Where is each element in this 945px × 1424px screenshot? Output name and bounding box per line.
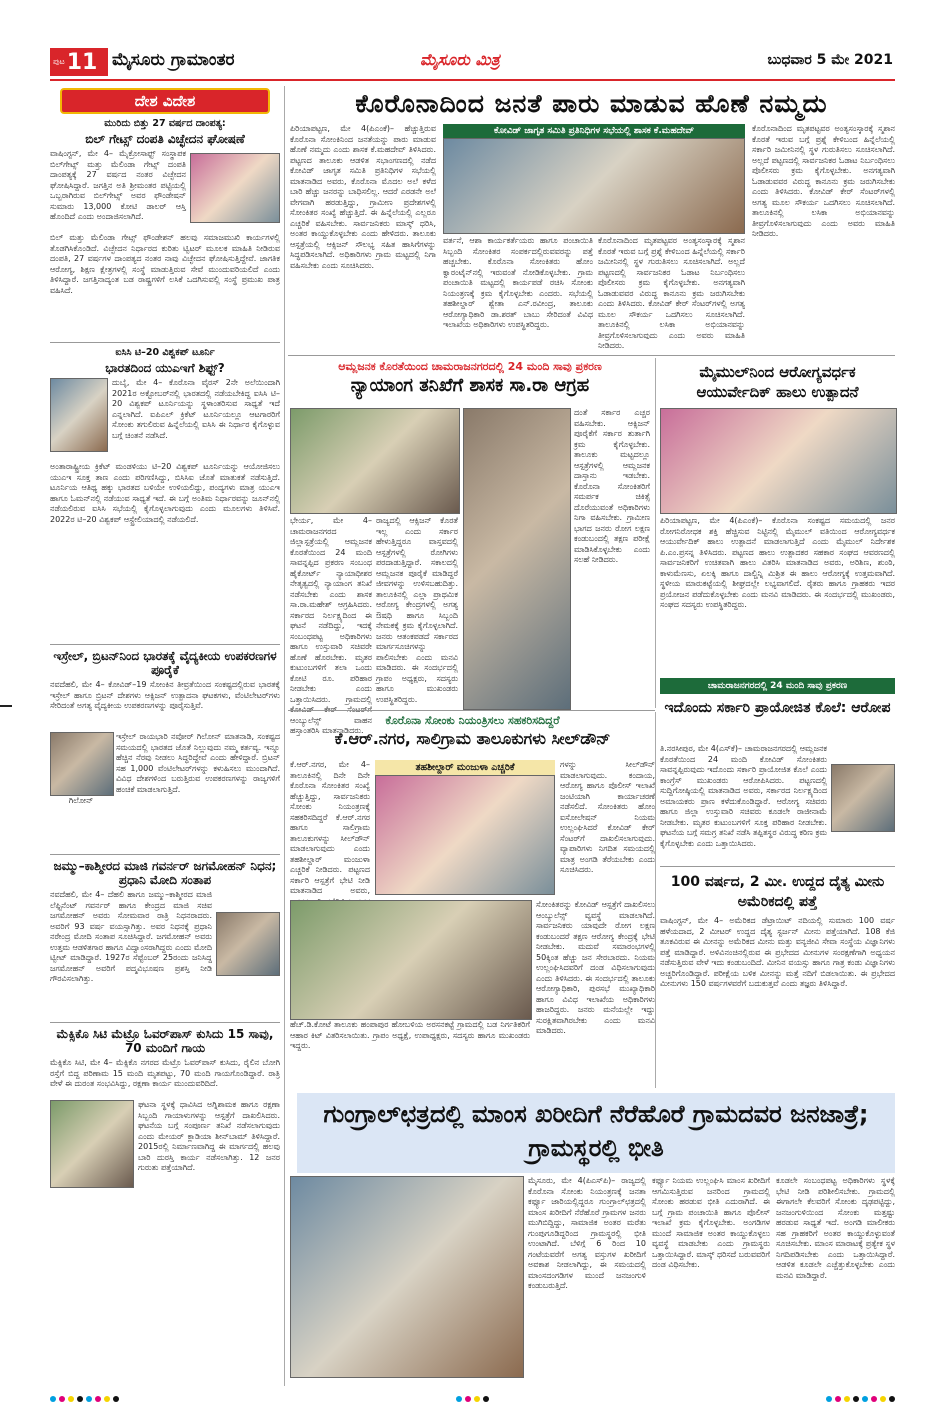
lead-body-col2: ವರ್ತನೆ, ಆಶಾ ಕಾರ್ಯಕರ್ತೆಯರು ಹಾಗೂ ಪಂಚಾಯಿತಿ ಸಿಬ್ಬಂದಿ ಸೋಂಕಿತರ ಸಂಪರ್ಕದಲ್ಲಿರುವವರನ್ನು ಪತ್ತೆ ಹಚ್ಚಬೇಕು. ಕೊರೊನಾ ಸೋಂಕಿತರು ಹೋಂ ಕ್ವಾರಂಟೈನ್‌ನಲ್ಲಿ ಇರುವಂತೆ ನೋಡಿಕೊಳ್ಳಬೇಕು. ಗ್ರಾಮ ಪಂಚಾಯಿತಿ ಮಟ್ಟದಲ್ಲಿ ಕಾರ್ಯಪಡೆ ರಚಿಸಿ ಸೋಂಕು ನಿಯಂತ್ರಣಕ್ಕೆ ಕ್ರಮ ಕೈಗೊಳ್ಳಬೇಕು ಎಂದರು. ಸಭೆಯಲ್ಲಿ ತಹಶೀಲ್ದಾರ್ ಶ್ವೇತಾ ಎನ್.ರವೀಂದ್ರ, ತಾಲೂಕು ಆರೋಗ್ಯಾಧಿಕಾರಿ ಡಾ.ಶರತ್ ಬಾಬು ಸೇರಿದಂತೆ ವಿವಿಧ ಇಲಾಖೆಯ ಅಧಿಕಾರಿಗಳು ಉಪಸ್ಥಿತರಿದ್ದರು. — [443, 236, 593, 329]
story-body: ದುಬೈ, ಮೇ 4– ಕೊರೊನಾ ವೈರಸ್ 2ನೇ ಅಲೆಯಿಂದಾಗಿ 2021ರ ಅಕ್ಟೋಬರ್‌ನಲ್ಲಿ ಭಾರತದಲ್ಲಿ ನಡೆಯಬೇಕಿದ್ದ ಐಸಿಸಿ ಟಿ–20 ವಿಶ್ವಕಪ್ ಟೂರ್ನಿಯನ್ನು ಸ್ಥಳಾಂತರಿಸುವ ಸಾಧ್ಯತೆ ಇದೆ ಎನ್ನಲಾಗಿದೆ. ಐಪಿಎಲ್ ಕ್ರಿಕೆಟ್ ಟೂರ್ನಿಯಲ್ಲೂ ಆಟಗಾರರಿಗೆ ಸೋಂಕು ತಗುಲಿರುವ ಹಿನ್ನೆಲೆಯಲ್ಲಿ ಐಸಿಸಿ ಈ ನಿರ್ಧಾರ ಕೈಗೊಳ್ಳುವ ಬಗ್ಗೆ ಚಿಂತನೆ ನಡೆಸಿದೆ. — [112, 378, 280, 440]
divider — [660, 866, 895, 867]
story-headline: ಬಿಲ್ ಗೇಟ್ಸ್ ದಂಪತಿ ವಿಚ್ಛೇದನ ಘೋಷಣೆ — [85, 132, 245, 146]
divider — [288, 355, 895, 356]
page-header — [0, 0, 945, 86]
meeting-photo — [443, 138, 745, 234]
story-subkicker: ತಹಶೀಲ್ದಾರ್ ಮಂಜುಳಾ ಎಚ್ಚರಿಕೆ — [375, 760, 555, 775]
ox-side-photo — [463, 408, 571, 710]
leader-photo — [831, 764, 895, 832]
divider — [288, 710, 655, 711]
ox-body-col1: ಭೇರ್ಯ, ಮೇ 4– ಚಾಮರಾಜನಗರದ ಜಿಲ್ಲಾಸ್ಪತ್ರೆಯಲ್ಲಿ ಆಮ್ಲಜನಕ ಕೊರತೆಯಿಂದ 24 ಮಂದಿ ಸಾವನ್ನಪ್ಪಿದ ಪ್ರಕರಣ ಸಂಬಂಧ ಹೈಕೋರ್ಟ್ ನ್ಯಾಯಾಧೀಶರ ನೇತೃತ್ವದಲ್ಲಿ ನ್ಯಾಯಾಂಗ ತನಿಖೆ ನಡೆಸಬೇಕು ಎಂದು ಶಾಸಕ ಸಾ.ರಾ.ಮಹೇಶ್ ಆಗ್ರಹಿಸಿದರು. ಸರ್ಕಾರದ ನಿರ್ಲಕ್ಷ್ಯದಿಂದ ಈ ಘಟನೆ ನಡೆದಿದ್ದು, ಇದಕ್ಕೆ ಸಂಬಂಧಪಟ್ಟ ಅಧಿಕಾರಿಗಳು ಹಾಗೂ ಉಸ್ತುವಾರಿ ಸಚಿವರೇ ಹೊಣೆ ಹೊರಬೇಕು. ಮೃತರ ಕುಟುಂಬಗಳಿಗೆ ತಲಾ ಒಂದು ಕೋಟಿ ರೂ. ಪರಿಹಾರ ನೀಡಬೇಕು ಎಂದು ಒತ್ತಾಯಿಸಿದರು. ಗ್ರಾಮದಲ್ಲಿ ಆಂಬ್ಯುಲೆನ್ಸ್ ವಾಹನ ಹಸ್ತಾಂತರಿಸಿ ಮಾತನಾಡಿದರು. — [290, 516, 372, 735]
divider — [50, 644, 280, 645]
story-headline: ಕೆ.ಆರ್.ನಗರ, ಸಾಲಿಗ್ರಾಮ ತಾಲೂಕುಗಳು ಸೀಲ್‌ಡೌನ್ — [334, 729, 611, 748]
story-kicker: ಚಾಮರಾಜನಗರದಲ್ಲಿ 24 ಮಂದಿ ಸಾವು ಪ್ರಕರಣ — [660, 678, 895, 694]
page-number: 11 — [66, 49, 98, 75]
story-headline: ಇದೊಂದು ಸರ್ಕಾರಿ ಪ್ರಾಯೋಜಿತ ಕೊಲೆ: ಆರೋಪ — [664, 700, 891, 716]
food-kit-photo — [290, 900, 532, 1020]
header-rule — [50, 79, 895, 81]
seal-body-col1: ಕೆ.ಆರ್.ನಗರ, ಮೇ 4– ತಾಲೂಕಿನಲ್ಲಿ ದಿನೇ ದಿನೇ ಕೊರೊನಾ ಸೋಂಕಿತರ ಸಂಖ್ಯೆ ಹೆಚ್ಚುತ್ತಿದ್ದು, ಸಾರ್ವಜನಿಕರು ಸೋಂಕು ನಿಯಂತ್ರಣಕ್ಕೆ ಸಹಕರಿಸದಿದ್ದರೆ ಕೆ.ಆರ್.ನಗರ ಹಾಗೂ ಸಾಲಿಗ್ರಾಮ ತಾಲೂಕುಗಳನ್ನು ಸೀಲ್‌ಡೌನ್ ಮಾಡಲಾಗುವುದು ಎಂದು ತಹಶೀಲ್ದಾರ್ ಮಂಜುಳಾ ಎಚ್ಚರಿಕೆ ನೀಡಿದರು. ಪಟ್ಟಣದ ಸರ್ಕಾರಿ ಆಸ್ಪತ್ರೆಗೆ ಭೇಟಿ ನೀಡಿ ಮಾತನಾಡಿದ ಅವರು, — [290, 760, 370, 895]
lead-headline: ಕೊರೊನಾದಿಂದ ಜನತೆ ಪಾರು ಮಾಡುವ ಹೊಣೆ ನಮ್ಮದು — [355, 89, 828, 118]
seal-body-col2: ಗಳನ್ನು ಸೀಲ್‌ಡೌನ್ ಮಾಡಲಾಗುವುದು. ಕಂದಾಯ, ಆರೋಗ್ಯ ಹಾಗೂ ಪೊಲೀಸ್ ಇಲಾಖೆ ಜಂಟಿಯಾಗಿ ಕಾರ್ಯಾಚರಣೆ ನಡೆಸಲಿದೆ. ಸೋಂಕಿತರು ಹೋಂ ಐಸೋಲೇಷನ್ ನಿಯಮ ಉಲ್ಲಂಘಿಸಿದರೆ ಕೋವಿಡ್ ಕೇರ್ ಸೆಂಟರ್‌ಗೆ ದಾಖಲಿಸಲಾಗುವುದು. ವ್ಯಾಪಾರಿಗಳು ನಿಗದಿತ ಸಮಯದಲ್ಲಿ ಮಾತ್ರ ಅಂಗಡಿ ತೆರೆಯಬೇಕು ಎಂದು ಸೂಚಿಸಿದರು. — [560, 760, 655, 874]
crop-mark — [0, 705, 12, 707]
trophy-photo — [50, 378, 108, 452]
story-body: ನವದೆಹಲಿ, ಮೇ 4– ದೆಹಲಿ ಹಾಗೂ ಜಮ್ಮು–ಕಾಶ್ಮೀರದ ಮಾಜಿ ಲೆಫ್ಟಿನೆಂಟ್ ಗವರ್ನರ್ ಹಾಗೂ ಕೇಂದ್ರದ ಮಾಜಿ ಸಚಿವ ಜಗಮೋಹನ್ ಅವರು ಸೋಮವಾರ ರಾತ್ರಿ ನಿಧನರಾದರು. ಅವರಿಗೆ 93 ವರ್ಷ ವಯಸ್ಸಾಗಿತ್ತು. ಅವರ ನಿಧನಕ್ಕೆ ಪ್ರಧಾನಿ ನರೇಂದ್ರ ಮೋದಿ ಸಂತಾಪ ಸೂಚಿಸಿದ್ದಾರೆ. ಜಗಮೋಹನ್ ಅವರು ಉತ್ತಮ ಆಡಳಿತಗಾರ ಹಾಗೂ ವಿದ್ವಾಂಸರಾಗಿದ್ದರು ಎಂದು ಮೋದಿ ಟ್ವೀಟ್ ಮಾಡಿದ್ದಾರೆ. 1927ರ ಸೆಪ್ಟೆಂಬರ್ 25ರಂದು ಜನಿಸಿದ್ದ ಜಗಮೋಹನ್ ಅವರಿಗೆ ಪದ್ಮವಿಭೂಷಣ ಪ್ರಶಸ್ತಿ ನೀಡಿ ಗೌರವಿಸಲಾಗಿತ್ತು. — [50, 890, 212, 983]
story-kicker: ಆಮ್ಲಜನಕ ಕೊರತೆಯಿಂದ ಚಾಮರಾಜನಗರದಲ್ಲಿ 24 ಮಂದಿ ಸಾವು ಪ್ರಕರಣ — [338, 360, 602, 373]
story-body: ಇಸ್ರೇಲ್ ರಾಯಭಾರಿ ನವೋರ್ ಗಿಲೋನ್ ಮಾತನಾಡಿ, ಸಂಕಷ್ಟದ ಸಮಯದಲ್ಲಿ ಭಾರತದ ಜೊತೆ ನಿಲ್ಲುವುದು ನಮ್ಮ ಕರ್ತವ್ಯ. ಇನ್ನೂ ಹೆಚ್ಚಿನ ನೆರವು ನೀಡಲು ಸಿದ್ಧರಿದ್ದೇವೆ ಎಂದು ಹೇಳಿದ್ದಾರೆ. ಬ್ರಿಟನ್ ಸಹ 1,000 ವೆಂಟಿಲೇಟರ್‌ಗಳನ್ನು ಕಳುಹಿಸಲು ಮುಂದಾಗಿದೆ. ವಿವಿಧ ದೇಶಗಳಿಂದ ಬರುತ್ತಿರುವ ಉಪಕರಣಗಳನ್ನು ರಾಜ್ಯಗಳಿಗೆ ಹಂಚಿಕೆ ಮಾಡಲಾಗುತ್ತಿದೆ. — [116, 732, 280, 794]
lead-body-col1: ಪಿರಿಯಾಪಟ್ಟಣ, ಮೇ 4(ಪಿಎಂಕೆ)– ಹೆಚ್ಚುತ್ತಿರುವ ಕೊರೊನಾ ಸೋಂಕಿನಿಂದ ಜನತೆಯನ್ನು ಪಾರು ಮಾಡುವ ಹೊಣೆ ನಮ್ಮದು ಎಂದು ಶಾಸಕ ಕೆ.ಮಹದೇವ್ ತಿಳಿಸಿದರು. ಪಟ್ಟಣದ ತಾಲೂಕು ಆಡಳಿತ ಸಭಾಂಗಣದಲ್ಲಿ ನಡೆದ ಕೋವಿಡ್ ಜಾಗೃತ ಸಮಿತಿ ಪ್ರತಿನಿಧಿಗಳ ಸಭೆಯಲ್ಲಿ ಮಾತನಾಡಿದ ಅವರು, ಕೊರೊನಾ ಮೊದಲ ಅಲೆ ಕಳೆದ ಬಾರಿ ಹೆಚ್ಚು ಜನರನ್ನು ಬಾಧಿಸಲಿಲ್ಲ. ಆದರೆ ಎರಡನೇ ಅಲೆ ವೇಗವಾಗಿ ಹರಡುತ್ತಿದ್ದು, ಗ್ರಾಮೀಣ ಪ್ರದೇಶಗಳಲ್ಲಿ ಸೋಂಕಿತರ ಸಂಖ್ಯೆ ಹೆಚ್ಚುತ್ತಿದೆ. ಈ ಹಿನ್ನೆಲೆಯಲ್ಲಿ ಎಲ್ಲರೂ ಎಚ್ಚರಿಕೆ ವಹಿಸಬೇಕು. ಸಾರ್ವಜನಿಕರು ಮಾಸ್ಕ್ ಧರಿಸಿ, ಅಂತರ ಕಾಯ್ದುಕೊಳ್ಳಬೇಕು ಎಂದು ಹೇಳಿದರು. ತಾಲೂಕು ಆಸ್ಪತ್ರೆಯಲ್ಲಿ ಆಕ್ಸಿಜನ್ ಸೌಲಭ್ಯ ಸಹಿತ ಹಾಸಿಗೆಗಳನ್ನು ಸಿದ್ಧಪಡಿಸಲಾಗಿದೆ. ಅಧಿಕಾರಿಗಳು ಗ್ರಾಮ ಮಟ್ಟದಲ್ಲಿ ನಿಗಾ ವಹಿಸಬೇಕು ಎಂದು ಸೂಚಿಸಿದರು. — [290, 124, 436, 270]
issue-date: ಬುಧವಾರ 5 ಮೇ 2021 — [767, 52, 893, 68]
lead-body-col3: ಕೊರೊನಾದಿಂದ ಮೃತಪಟ್ಟವರ ಅಂತ್ಯಸಂಸ್ಕಾರಕ್ಕೆ ಸ್ಮಶಾನ ಕೊರತೆ ಇರುವ ಬಗ್ಗೆ ಪ್ರಶ್ನೆ ಕೇಳಿಬಂದ ಹಿನ್ನೆಲೆಯಲ್ಲಿ ಸರ್ಕಾರಿ ಜಮೀನಿನಲ್ಲಿ ಸ್ಥಳ ಗುರುತಿಸಲು ಸೂಚಿಸಲಾಗಿದೆ. ಅಲ್ಲದೆ ಪಟ್ಟಣದಲ್ಲಿ ಸಾರ್ವಜನಿಕರ ಓಡಾಟ ನಿರ್ಬಂಧಿಸಲು ಪೊಲೀಸರು ಕ್ರಮ ಕೈಗೊಳ್ಳಬೇಕು. ಅನಗತ್ಯವಾಗಿ ಓಡಾಡುವವರ ವಿರುದ್ಧ ಕಾನೂನು ಕ್ರಮ ಜರುಗಿಸಬೇಕು ಎಂದು ತಿಳಿಸಿದರು. ಕೋವಿಡ್ ಕೇರ್ ಸೆಂಟರ್‌ಗಳಲ್ಲಿ ಅಗತ್ಯ ಮೂಲ ಸೌಕರ್ಯ ಒದಗಿಸಲು ಸೂಚಿಸಲಾಗಿದೆ. ತಾಲೂಕಿನಲ್ಲಿ ಲಸಿಕಾ ಅಭಿಯಾನವನ್ನು ತೀವ್ರಗೊಳಿಸಲಾಗುವುದು ಎಂದು ಅವರು ಮಾಹಿತಿ ನೀಡಿದರು. — [598, 236, 745, 350]
story-body: ಅಂತಾರಾಷ್ಟ್ರೀಯ ಕ್ರಿಕೆಟ್ ಮಂಡಳಿಯು ಟಿ–20 ವಿಶ್ವಕಪ್ ಟೂರ್ನಿಯನ್ನು ಆಯೋಜಿಸಲು ಯುಎಇ ಸೂಕ್ತ ತಾಣ ಎಂದು ಪರಿಗಣಿಸಿದ್ದು, ಬಿಸಿಸಿಐ ಜೊತೆ ಮಾತುಕತೆ ನಡೆಸುತ್ತಿದೆ. ಟೂರ್ನಿಯ ಆತಿಥ್ಯ ಹಕ್ಕು ಭಾರತದ ಬಳಿಯೇ ಉಳಿಯಲಿದ್ದು, ಪಂದ್ಯಗಳು ಮಾತ್ರ ಯುಎಇ ಹಾಗೂ ಓಮನ್‌ನಲ್ಲಿ ನಡೆಯುವ ಸಾಧ್ಯತೆ ಇದೆ. ಈ ಬಗ್ಗೆ ಅಂತಿಮ ನಿರ್ಧಾರವನ್ನು ಜೂನ್‌ನಲ್ಲಿ ನಡೆಯಲಿರುವ ಐಸಿಸಿ ಸಭೆಯಲ್ಲಿ ಕೈಗೊಳ್ಳಲಾಗುವುದು ಎಂದು ಮೂಲಗಳು ತಿಳಿಸಿವೆ. 2022ರ ಟಿ–20 ವಿಶ್ವಕಪ್ ಆಸ್ಟ್ರೇಲಿಯಾದಲ್ಲಿ ನಡೆಯಲಿದೆ. — [50, 462, 280, 524]
color-dots-right — [826, 1396, 895, 1402]
color-dots-center — [456, 1396, 489, 1402]
murder-body: ತಿ.ನರಸೀಪುರ, ಮೇ 4(ಎಸ್‌ಕೆ)– ಚಾಮರಾಜನಗರದಲ್ಲಿ ಆಮ್ಲಜನಕ ಕೊರತೆಯಿಂದ 24 ಮಂದಿ ಕೋವಿಡ್ ಸೋಂಕಿತರು ಸಾವನ್ನಪ್ಪಿರುವುದು ಇದೊಂದು ಸರ್ಕಾರಿ ಪ್ರಾಯೋಜಿತ ಕೊಲೆ ಎಂದು ಕಾಂಗ್ರೆಸ್ ಮುಖಂಡರು ಆರೋಪಿಸಿದರು. ಪಟ್ಟಣದಲ್ಲಿ ಸುದ್ದಿಗೋಷ್ಠಿಯಲ್ಲಿ ಮಾತನಾಡಿದ ಅವರು, ಸರ್ಕಾರದ ನಿರ್ಲಕ್ಷ್ಯದಿಂದ ಅಮಾಯಕರು ಪ್ರಾಣ ಕಳೆದುಕೊಂಡಿದ್ದಾರೆ. ಆರೋಗ್ಯ ಸಚಿವರು ಹಾಗೂ ಜಿಲ್ಲಾ ಉಸ್ತುವಾರಿ ಸಚಿವರು ಕೂಡಲೇ ರಾಜೀನಾಮೆ ನೀಡಬೇಕು. ಮೃತರ ಕುಟುಂಬಗಳಿಗೆ ಸೂಕ್ತ ಪರಿಹಾರ ನೀಡಬೇಕು. ಘಟನೆಯ ಬಗ್ಗೆ ಸಮಗ್ರ ತನಿಖೆ ನಡೆಸಿ ತಪ್ಪಿತಸ್ಥರ ವಿರುದ್ಧ ಕಠಿಣ ಕ್ರಮ ಕೈಗೊಳ್ಳಬೇಕು ಎಂದು ಒತ್ತಾಯಿಸಿದರು. — [660, 744, 827, 848]
story-body: ಮೆಕ್ಸಿಕೊ ಸಿಟಿ, ಮೇ 4– ಮೆಕ್ಸಿಕೊ ನಗರದ ಮೆಟ್ರೊ ಓವರ್‌ಪಾಸ್ ಕುಸಿದು, ರೈಲಿನ ಬೋಗಿ ರಸ್ತೆಗೆ ಬಿದ್ದ ಪರಿಣಾಮ 15 ಮಂದಿ ಮೃತಪಟ್ಟು, 70 ಮಂದಿ ಗಾಯಗೊಂಡಿದ್ದಾರೆ. ರಾತ್ರಿ ವೇಳೆ ಈ ದುರಂತ ಸಂಭವಿಸಿದ್ದು, ರಕ್ಷಣಾ ಕಾರ್ಯ ಮುಂದುವರಿದಿದೆ. — [50, 1058, 280, 1088]
story-body: ಘಟನಾ ಸ್ಥಳಕ್ಕೆ ಧಾವಿಸಿದ ಅಗ್ನಿಶಾಮಕ ಹಾಗೂ ರಕ್ಷಣಾ ಸಿಬ್ಬಂದಿ ಗಾಯಾಳುಗಳನ್ನು ಆಸ್ಪತ್ರೆಗೆ ದಾಖಲಿಸಿದರು. ಘಟನೆಯ ಬಗ್ಗೆ ಸಂಪೂರ್ಣ ತನಿಖೆ ನಡೆಸಲಾಗುವುದು ಎಂದು ಮೇಯರ್ ಕ್ಲಾಡಿಯಾ ಶೀನ್‌ಬಾಮ್ ತಿಳಿಸಿದ್ದಾರೆ. 2015ರಲ್ಲಿ ನಿರ್ಮಾಣವಾಗಿದ್ದ ಈ ಮಾರ್ಗದಲ್ಲಿ ಹಲವು ಬಾರಿ ದುರಸ್ತಿ ಕಾರ್ಯ ನಡೆಸಲಾಗಿತ್ತು. 12 ಜನರ ಗುರುತು ಪತ್ತೆಯಾಗಿದೆ. — [138, 1100, 280, 1172]
photo-caption-bar: ಕೋವಿಡ್ ಜಾಗೃತ ಸಮಿತಿ ಪ್ರತಿನಿಧಿಗಳ ಸಭೆಯಲ್ಲಿ ಶಾಸಕ ಕೆ.ಮಹದೇವ್ — [443, 124, 745, 138]
meat-headline: ಗುಂಗ್ರಾಲ್‌ಛತ್ರದಲ್ಲಿ ಮಾಂಸ ಖರೀದಿಗೆ ನೆರೆಹೊರೆ ಗ್ರಾಮದವರ ಜನಜಾತ್ರೆ; ಗ್ರಾಮಸ್ಥರಲ್ಲಿ ಭೀತಿ — [297, 1093, 895, 1173]
divider — [50, 342, 280, 343]
column-rule — [284, 86, 285, 1386]
story-kicker: ಕೊರೊನಾ ಸೋಂಕು ನಿಯಂತ್ರಿಸಲು ಸಹಕರಿಸದಿದ್ದರೆ — [385, 714, 560, 727]
page-label: ಪುಟ — [53, 57, 65, 66]
column-rule — [655, 358, 656, 708]
story-body: ಬಿಲ್ ಮತ್ತು ಮೆಲಿಂಡಾ ಗೇಟ್ಸ್ ಫೌಂಡೇಶನ್ ಹಲವು ಸಮಾಜಮುಖಿ ಕಾರ್ಯಗಳಲ್ಲಿ ತೊಡಗಿಸಿಕೊಂಡಿದೆ. ವಿಚ್ಛೇದನ ನಿರ್ಧಾರದ ಕುರಿತು ಟ್ವಿಟರ್ ಮೂಲಕ ಮಾಹಿತಿ ನೀಡಿರುವ ದಂಪತಿ, 27 ವರ್ಷಗಳ ದಾಂಪತ್ಯದ ನಂತರ ನಾವು ವಿಚ್ಛೇದನ ಘೋಷಿಸುತ್ತಿದ್ದೇವೆ. ಜಾಗತಿಕ ಆರೋಗ್ಯ, ಶಿಕ್ಷಣ ಕ್ಷೇತ್ರಗಳಲ್ಲಿ ಸಂಸ್ಥೆ ಮಾಡುತ್ತಿರುವ ಸೇವೆ ಮುಂದುವರಿಯಲಿದೆ ಎಂದು ತಿಳಿಸಿದ್ದಾರೆ. ಜಗತ್ತಿನಾದ್ಯಂತ ಬಡ ರಾಷ್ಟ್ರಗಳಿಗೆ ಲಸಿಕೆ ಒದಗಿಸುವಲ್ಲಿ ಸಂಸ್ಥೆ ಪ್ರಮುಖ ಪಾತ್ರ ವಹಿಸಿದೆ. — [50, 233, 280, 295]
fish-body: ವಾಷಿಂಗ್ಟನ್, ಮೇ 4– ಅಮೆರಿಕದ ಡೆಟ್ರಾಯಿಟ್ ನದಿಯಲ್ಲಿ ಸುಮಾರು 100 ವರ್ಷ ಹಳೆಯದಾದ, 2 ಮೀಟರ್ ಉದ್ದದ ದೈತ್ಯ ಸ್ಟರ್ಜನ್ ಮೀನು ಪತ್ತೆಯಾಗಿದೆ. 108 ಕೆಜಿ ತೂಕವಿರುವ ಈ ಮೀನನ್ನು ಅಮೆರಿಕದ ಮೀನು ಮತ್ತು ವನ್ಯಜೀವಿ ಸೇವಾ ಸಂಸ್ಥೆಯ ವಿಜ್ಞಾನಿಗಳು ಪತ್ತೆ ಮಾಡಿದ್ದಾರೆ. ಅಳಿವಿನಂಚಿನಲ್ಲಿರುವ ಈ ಪ್ರಭೇದದ ಮೀನುಗಳ ಸಂರಕ್ಷಣೆಗಾಗಿ ಅಧ್ಯಯನ ನಡೆಸುತ್ತಿರುವ ವೇಳೆ ಇದು ಕಂಡುಬಂದಿದೆ. ಮೀನಿನ ವಯಸ್ಸು ಹಾಗೂ ಗಾತ್ರ ಕಂಡು ವಿಜ್ಞಾನಿಗಳು ಅಚ್ಚರಿಗೊಂಡಿದ್ದಾರೆ. ಪರೀಕ್ಷೆಯ ಬಳಿಕ ಮೀನನ್ನು ಮತ್ತೆ ನದಿಗೆ ಬಿಡಲಾಯಿತು. ಈ ಪ್ರಭೇದದ ಮೀನುಗಳು 150 ವರ್ಷಗಳವರೆಗೆ ಬದುಕುತ್ತವೆ ಎಂದು ತಜ್ಞರು ತಿಳಿಸಿದ್ದಾರೆ. — [660, 916, 895, 988]
story-kicker: ಮುರಿದು ಬಿತ್ತು 27 ವರ್ಷದ ದಾಂಪತ್ಯ: — [104, 118, 226, 129]
story-body: ವಾಷಿಂಗ್ಟನ್, ಮೇ 4– ಮೈಕ್ರೋಸಾಫ್ಟ್ ಸಂಸ್ಥಾಪಕ ಬಿಲ್‌ಗೇಟ್ಸ್ ಮತ್ತು ಮೆಲಿಂಡಾ ಗೇಟ್ಸ್ ದಂಪತಿ ದಾಂಪತ್ಯಕ್ಕೆ 27 ವರ್ಷದ ನಂತರ ವಿಚ್ಛೇದನ ಘೋಷಿಸಿದ್ದಾರೆ. ಜಗತ್ತಿನ ಅತಿ ಶ್ರೀಮಂತರ ಪಟ್ಟಿಯಲ್ಲಿ ಒಬ್ಬರಾಗಿರುವ ಬಿಲ್‌ಗೇಟ್ಸ್ ಅವರ ಫೌಂಡೇಷನ್ ಸುಮಾರು 13,000 ಕೋಟಿ ಡಾಲರ್ ಆಸ್ತಿ ಹೊಂದಿದೆ ಎಂದು ಅಂದಾಜಿಸಲಾಗಿದೆ. — [50, 149, 186, 221]
meat-body-col3: ಕೂಡಲೇ ಸಂಬಂಧಪಟ್ಟ ಅಧಿಕಾರಿಗಳು ಸ್ಥಳಕ್ಕೆ ಭೇಟಿ ನೀಡಿ ಪರಿಶೀಲಿಸಬೇಕು. ಗ್ರಾಮದಲ್ಲಿ ಈಗಾಗಲೇ ಕೆಲವರಿಗೆ ಸೋಂಕು ದೃಢಪಟ್ಟಿದ್ದು, ಜನಜಂಗುಳಿಯಿಂದ ಸೋಂಕು ಮತ್ತಷ್ಟು ಹರಡುವ ಸಾಧ್ಯತೆ ಇದೆ. ಅಂಗಡಿ ಮಾಲೀಕರು ಸಹ ಗ್ರಾಹಕರಿಗೆ ಅಂತರ ಕಾಯ್ದುಕೊಳ್ಳುವಂತೆ ಸೂಚಿಸಬೇಕು. ಮಾಂಸ ಮಾರಾಟಕ್ಕೆ ಪ್ರತ್ಯೇಕ ಸ್ಥಳ ನಿಗದಿಪಡಿಸಬೇಕು ಎಂದು ಒತ್ತಾಯಿಸಿದ್ದಾರೆ. ಆಡಳಿತ ಕೂಡಲೇ ಎಚ್ಚೆತ್ತುಕೊಳ್ಳಬೇಕು ಎಂದು ಮನವಿ ಮಾಡಿದ್ದಾರೆ. — [776, 1176, 895, 1280]
divider — [50, 1022, 280, 1023]
section-banner: ದೇಶ ವಿದೇಶ — [60, 88, 270, 114]
metro-collapse-photo — [50, 1100, 134, 1188]
story-headline: ಮೈಮುಲ್‌ನಿಂದ ಆರೋಗ್ಯವರ್ಧಕ ಆಯುರ್ವೇದಿಕ್ ಹಾಲು ಉತ್ಪಾದನೆ — [696, 363, 859, 401]
story-headline: ಮೆಕ್ಸಿಕೊ ಸಿಟಿ ಮೆಟ್ರೊ ಓವರ್‌ಪಾಸ್ ಕುಸಿದು 15 ಸಾವು, 70 ಮಂದಿಗೆ ಗಾಯ — [56, 1027, 274, 1055]
story-kicker: ಐಸಿಸಿ ಟಿ–20 ವಿಶ್ವಕಪ್ ಟೂರ್ನಿ — [115, 347, 215, 358]
story-headline: ನ್ಯಾಯಾಂಗ ತನಿಖೆಗೆ ಶಾಸಕ ಸಾ.ರಾ ಆಗ್ರಹ — [350, 375, 590, 396]
photo-caption: ಹೆಚ್.ಡಿ.ಕೋಟೆ ತಾಲೂಕು ಹಂಪಾಪುರ ಹೋಬಳಿಯ ಅರಸನಕಟ್ಟೆ ಗ್ರಾಮದಲ್ಲಿ ಬಡ ನಿರ್ಗತಿಕರಿಗೆ ಆಹಾರ ಕಿಟ್ ವಿತರಿಸಲಾಯಿತು. ಗ್ರಾಪಂ ಅಧ್ಯಕ್ಷೆ, ಉಪಾಧ್ಯಕ್ಷರು, ಸದಸ್ಯರು ಹಾಗೂ ಮುಖಂಡರು ಇದ್ದರು. — [290, 1020, 530, 1050]
story-headline: ಇಸ್ರೇಲ್, ಬ್ರಿಟನ್‌ನಿಂದ ಭಾರತಕ್ಕೆ ವೈದ್ಯಕೀಯ ಉಪಕರಣಗಳ ಪೂರೈಕೆ — [53, 649, 277, 677]
market-crowd-photo — [290, 1176, 524, 1378]
photo-caption: ಗಿಲೋನ್ — [68, 796, 94, 805]
print-registration-marks — [50, 1394, 895, 1404]
ox-body-col3: ದಂತೆ ಸರ್ಕಾರ ಎಚ್ಚರ ವಹಿಸಬೇಕು. ಆಕ್ಸಿಜನ್ ಪೂರೈಕೆಗೆ ಸರ್ಕಾರ ತುರ್ತಾಗಿ ಕ್ರಮ ಕೈಗೊಳ್ಳಬೇಕು. ತಾಲೂಕು ಮಟ್ಟದಲ್ಲೂ ಆಸ್ಪತ್ರೆಗಳಲ್ಲಿ ಆಮ್ಲಜನಕ ದಾಸ್ತಾನು ಇಡಬೇಕು. ಕೊರೊನಾ ಸೋಂಕಿತರಿಗೆ ಸಮರ್ಪಕ ಚಿಕಿತ್ಸೆ ದೊರೆಯುವಂತೆ ಅಧಿಕಾರಿಗಳು ನಿಗಾ ವಹಿಸಬೇಕು. ಗ್ರಾಮೀಣ ಭಾಗದ ಜನರು ರೋಗ ಲಕ್ಷಣ ಕಂಡುಬಂದಲ್ಲಿ ತಕ್ಷಣ ಪರೀಕ್ಷೆ ಮಾಡಿಸಿಕೊಳ್ಳಬೇಕು ಎಂದು ಸಲಹೆ ನೀಡಿದರು. — [574, 408, 650, 564]
jagmohan-photo — [216, 912, 280, 976]
divider — [50, 854, 280, 855]
milk-distribution-photo — [660, 408, 897, 514]
story-body: ನವದೆಹಲಿ, ಮೇ 4– ಕೋವಿಡ್–19 ಸೋಂಕಿನ ತೀವ್ರತೆಯಿಂದ ಸಂಕಷ್ಟದಲ್ಲಿರುವ ಭಾರತಕ್ಕೆ ಇಸ್ರೇಲ್ ಹಾಗೂ ಬ್ರಿಟನ್ ದೇಶಗಳು ಆಕ್ಸಿಜನ್ ಉತ್ಪಾದನಾ ಘಟಕಗಳು, ವೆಂಟಿಲೇಟರ್‌ಗಳು ಸೇರಿದಂತೆ ಅಗತ್ಯ ವೈದ್ಯಕೀಯ ಉಪಕರಣಗಳನ್ನು ಪೂರೈಸುತ್ತಿವೆ. — [50, 680, 280, 710]
ambulance-photo — [290, 408, 460, 514]
ox-body-col2: ರಾಜ್ಯದಲ್ಲಿ ಆಕ್ಸಿಜನ್ ಕೊರತೆ ಇಲ್ಲ ಎಂದು ಸರ್ಕಾರ ಹೇಳುತ್ತಿದ್ದರೂ ವಾಸ್ತವದಲ್ಲಿ ಆಸ್ಪತ್ರೆಗಳಲ್ಲಿ ರೋಗಿಗಳು ಪರದಾಡುತ್ತಿದ್ದಾರೆ. ಸಕಾಲದಲ್ಲಿ ಆಮ್ಲಜನಕ ಪೂರೈಕೆ ಮಾಡಿದ್ದರೆ ಜೀವಗಳನ್ನು ಉಳಿಸಬಹುದಿತ್ತು. ತಾಲೂಕಿನಲ್ಲಿ ಎಲ್ಲಾ ಪ್ರಾಥಮಿಕ ಆರೋಗ್ಯ ಕೇಂದ್ರಗಳಲ್ಲಿ ಅಗತ್ಯ ಔಷಧಿ ಹಾಗೂ ಸಿಬ್ಬಂದಿ ನೇಮಕಕ್ಕೆ ಕ್ರಮ ಕೈಗೊಳ್ಳಲಾಗಿದೆ. ಜನರು ಆತಂಕಪಡದೆ ಸರ್ಕಾರದ ಮಾರ್ಗಸೂಚಿಗಳನ್ನು ಪಾಲಿಸಬೇಕು ಎಂದು ಮನವಿ ಮಾಡಿದರು. ಈ ಸಂದರ್ಭದಲ್ಲಿ ಗ್ರಾಪಂ ಅಧ್ಯಕ್ಷರು, ಸದಸ್ಯರು ಹಾಗೂ ಮುಖಂಡರು ಉಪಸ್ಥಿತರಿದ್ದರು. — [376, 516, 458, 704]
milk-body: ಪಿರಿಯಾಪಟ್ಟಣ, ಮೇ 4(ಪಿಎಂಕೆ)– ಕೊರೊನಾ ಸಂಕಷ್ಟದ ಸಮಯದಲ್ಲಿ ಜನರ ರೋಗನಿರೋಧಕ ಶಕ್ತಿ ಹೆಚ್ಚಿಸುವ ನಿಟ್ಟಿನಲ್ಲಿ ಮೈಮುಲ್ ವತಿಯಿಂದ ಆರೋಗ್ಯವರ್ಧಕ ಆಯುರ್ವೇದಿಕ್ ಹಾಲು ಉತ್ಪಾದನೆ ಮಾಡಲಾಗುತ್ತಿದೆ ಎಂದು ಮೈಮುಲ್ ನಿರ್ದೇಶಕ ಪಿ.ಎಂ.ಪ್ರಸನ್ನ ತಿಳಿಸಿದರು. ಪಟ್ಟಣದ ಹಾಲು ಉತ್ಪಾದಕರ ಸಹಕಾರ ಸಂಘದ ಆವರಣದಲ್ಲಿ ಸಾರ್ವಜನಿಕರಿಗೆ ಉಚಿತವಾಗಿ ಹಾಲು ವಿತರಿಸಿ ಮಾತನಾಡಿದ ಅವರು, ಅರಿಶಿಣ, ಶುಂಠಿ, ಕಾಳುಮೆಣಸು, ಏಲಕ್ಕಿ ಹಾಗೂ ದಾಲ್ಚಿನ್ನಿ ಮಿಶ್ರಿತ ಈ ಹಾಲು ಆರೋಗ್ಯಕ್ಕೆ ಉತ್ತಮವಾಗಿದೆ. ಸ್ಥಳೀಯ ಮಾರುಕಟ್ಟೆಯಲ್ಲಿ ಶೀಘ್ರದಲ್ಲೇ ಲಭ್ಯವಾಗಲಿದೆ. ರೈತರು ಹಾಗೂ ಗ್ರಾಹಕರು ಇದರ ಪ್ರಯೋಜನ ಪಡೆದುಕೊಳ್ಳಬೇಕು ಎಂದು ಮನವಿ ಮಾಡಿದರು. ಈ ಸಂದರ್ಭದಲ್ಲಿ ಮುಖಂಡರು, ಸಂಘದ ಸದಸ್ಯರು ಉಪಸ್ಥಿತರಿದ್ದರು. — [660, 516, 895, 609]
gates-photo — [190, 153, 280, 223]
story-headline: ಜಮ್ಮು–ಕಾಶ್ಮೀರದ ಮಾಜಿ ಗವರ್ನರ್ ಜಗಮೋಹನ್ ನಿಧನ; ಪ್ರಧಾನಿ ಮೋದಿ ಸಂತಾಪ — [53, 859, 277, 887]
column-rule — [655, 712, 656, 1088]
masthead-logo: ಮೈಸೂರು ಮಿತ್ರ — [420, 50, 500, 69]
seal-body-col3: ಸೋಂಕಿತರನ್ನು ಕೋವಿಡ್ ಆಸ್ಪತ್ರೆಗೆ ದಾಖಲಿಸಲು ಆಂಬ್ಯುಲೆನ್ಸ್ ವ್ಯವಸ್ಥೆ ಮಾಡಲಾಗಿದೆ. ಸಾರ್ವಜನಿಕರು ಯಾವುದೇ ರೋಗ ಲಕ್ಷಣ ಕಂಡುಬಂದರೆ ತಕ್ಷಣ ಆರೋಗ್ಯ ಕೇಂದ್ರಕ್ಕೆ ಭೇಟಿ ನೀಡಬೇಕು. ಮದುವೆ ಸಮಾರಂಭಗಳಲ್ಲಿ 50ಕ್ಕಿಂತ ಹೆಚ್ಚು ಜನ ಸೇರಬಾರದು. ನಿಯಮ ಉಲ್ಲಂಘಿಸಿದವರಿಗೆ ದಂಡ ವಿಧಿಸಲಾಗುವುದು ಎಂದು ತಿಳಿಸಿದರು. ಈ ಸಂದರ್ಭದಲ್ಲಿ ತಾಲೂಕು ಆರೋಗ್ಯಾಧಿಕಾರಿ, ಪುರಸಭೆ ಮುಖ್ಯಾಧಿಕಾರಿ ಹಾಗೂ ವಿವಿಧ ಇಲಾಖೆಯ ಅಧಿಕಾರಿಗಳು ಹಾಜರಿದ್ದರು. ಜನರು ಮನೆಯಲ್ಲೇ ಇದ್ದು ಸುರಕ್ಷಿತವಾಗಿರಬೇಕು ಎಂದು ಮನವಿ ಮಾಡಿದರು. — [536, 900, 655, 1035]
story-headline: ಭಾರತದಿಂದ ಯುಎಇಗೆ ಶಿಫ್ಟ್? — [105, 361, 225, 375]
meat-body-col1: ಮೈಸೂರು, ಮೇ 4(ಪಿಎಸ್‌ಪಿ)– ರಾಜ್ಯದಲ್ಲಿ ಕೊರೊನಾ ಸೋಂಕು ನಿಯಂತ್ರಣಕ್ಕೆ ಜನತಾ ಕರ್ಫ್ಯೂ ಜಾರಿಯಲ್ಲಿದ್ದರೂ ಗುಂಗ್ರಾಲ್‌ಛತ್ರದಲ್ಲಿ ಮಾಂಸ ಖರೀದಿಗೆ ನೆರೆಹೊರೆ ಗ್ರಾಮಗಳ ಜನರು ಮುಗಿಬಿದ್ದಿದ್ದು, ಸಾಮಾಜಿಕ ಅಂತರ ಮರೆತು ಗುಂಪುಗೂಡಿದ್ದರಿಂದ ಗ್ರಾಮಸ್ಥರಲ್ಲಿ ಭೀತಿ ಉಂಟಾಗಿದೆ. ಬೆಳಿಗ್ಗೆ 6 ರಿಂದ 10 ಗಂಟೆಯವರೆಗೆ ಅಗತ್ಯ ವಸ್ತುಗಳ ಖರೀದಿಗೆ ಅವಕಾಶ ನೀಡಲಾಗಿದ್ದು, ಈ ಸಮಯದಲ್ಲಿ ಮಾಂಸದಂಗಡಿಗಳ ಮುಂದೆ ಜನಜಂಗುಳಿ ಕಂಡುಬರುತ್ತಿದೆ. — [528, 1176, 646, 1290]
page-number-badge — [50, 48, 108, 76]
gilon-photo — [50, 732, 114, 796]
tahsildar-photo — [375, 775, 555, 895]
color-dots-left — [50, 1396, 119, 1402]
left-column — [50, 86, 280, 1386]
section-title: ಮೈಸೂರು ಗ್ರಾಮಾಂತರ — [112, 50, 235, 70]
lead-body-col4: ಕೊರೊನಾದಿಂದ ಮೃತಪಟ್ಟವರ ಅಂತ್ಯಸಂಸ್ಕಾರಕ್ಕೆ ಸ್ಮಶಾನ ಕೊರತೆ ಇರುವ ಬಗ್ಗೆ ಪ್ರಶ್ನೆ ಕೇಳಿಬಂದ ಹಿನ್ನೆಲೆಯಲ್ಲಿ ಸರ್ಕಾರಿ ಜಮೀನಿನಲ್ಲಿ ಸ್ಥಳ ಗುರುತಿಸಲು ಸೂಚಿಸಲಾಗಿದೆ. ಅಲ್ಲದೆ ಪಟ್ಟಣದಲ್ಲಿ ಸಾರ್ವಜನಿಕರ ಓಡಾಟ ನಿರ್ಬಂಧಿಸಲು ಪೊಲೀಸರು ಕ್ರಮ ಕೈಗೊಳ್ಳಬೇಕು. ಅನಗತ್ಯವಾಗಿ ಓಡಾಡುವವರ ವಿರುದ್ಧ ಕಾನೂನು ಕ್ರಮ ಜರುಗಿಸಬೇಕು ಎಂದು ತಿಳಿಸಿದರು. ಕೋವಿಡ್ ಕೇರ್ ಸೆಂಟರ್‌ಗಳಲ್ಲಿ ಅಗತ್ಯ ಮೂಲ ಸೌಕರ್ಯ ಒದಗಿಸಲು ಸೂಚಿಸಲಾಗಿದೆ. ತಾಲೂಕಿನಲ್ಲಿ ಲಸಿಕಾ ಅಭಿಯಾನವನ್ನು ತೀವ್ರಗೊಳಿಸಲಾಗುವುದು ಎಂದು ಅವರು ಮಾಹಿತಿ ನೀಡಿದರು. — [752, 124, 895, 238]
meat-body-col2: ಕರ್ಫ್ಯೂ ನಿಯಮ ಉಲ್ಲಂಘಿಸಿ ಮಾಂಸ ಖರೀದಿಗೆ ಆಗಮಿಸುತ್ತಿರುವ ಜನರಿಂದ ಗ್ರಾಮದಲ್ಲಿ ಸೋಂಕು ಹರಡುವ ಭೀತಿ ಎದುರಾಗಿದೆ. ಈ ಬಗ್ಗೆ ಗ್ರಾಮ ಪಂಚಾಯಿತಿ ಹಾಗೂ ಪೊಲೀಸ್ ಇಲಾಖೆ ಕ್ರಮ ಕೈಗೊಳ್ಳಬೇಕು. ಅಂಗಡಿಗಳ ಮುಂದೆ ಸಾಮಾಜಿಕ ಅಂತರ ಕಾಯ್ದುಕೊಳ್ಳಲು ವ್ಯವಸ್ಥೆ ಮಾಡಬೇಕು ಎಂದು ಗ್ರಾಮಸ್ಥರು ಒತ್ತಾಯಿಸಿದ್ದಾರೆ. ಮಾಸ್ಕ್ ಧರಿಸದೆ ಬರುವವರಿಗೆ ದಂಡ ವಿಧಿಸಬೇಕು. — [652, 1176, 770, 1269]
story-headline: 100 ವರ್ಷದ, 2 ಮೀ. ಉದ್ದದ ದೈತ್ಯ ಮೀನು ಅಮೆರಿಕದಲ್ಲಿ ಪತ್ತೆ — [670, 874, 885, 910]
